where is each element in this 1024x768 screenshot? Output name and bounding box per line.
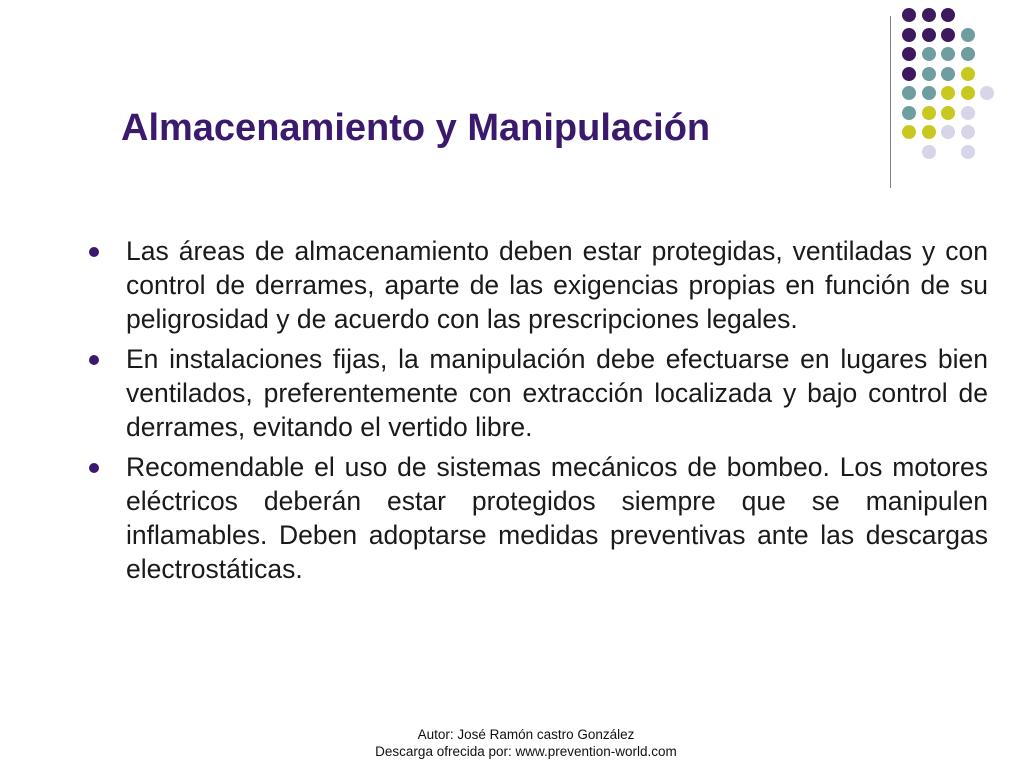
bullet-item xyxy=(86,342,988,444)
decorative-dot xyxy=(961,145,975,159)
divider-line xyxy=(890,16,891,188)
decorative-dot xyxy=(922,125,936,139)
bullet-list xyxy=(86,234,988,592)
decorative-dot xyxy=(902,8,916,22)
decorative-dot xyxy=(902,67,916,81)
footer xyxy=(0,726,1024,760)
decorative-dot xyxy=(961,67,975,81)
decorative-dot xyxy=(922,8,936,22)
decorative-dot xyxy=(941,8,955,22)
bullet-dot-icon xyxy=(89,463,99,473)
decorative-dot-grid xyxy=(902,8,1006,168)
decorative-dot xyxy=(902,86,916,100)
decorative-dot xyxy=(941,86,955,100)
bullet-text: Recomendable el uso de sistemas mecánicos de bombeo. Los motores eléctricos deberán estar protegidos siempre que se manipulen inflamables. Deben adoptarse medidas preventivas ante las descargas electrostáticas. xyxy=(126,452,988,584)
bullet-dot-icon xyxy=(89,355,99,365)
decorative-dot xyxy=(922,28,936,42)
bullet-item xyxy=(86,234,988,336)
decorative-dot xyxy=(902,47,916,61)
decorative-dot xyxy=(922,106,936,120)
footer-author: Autor: José Ramón castro González xyxy=(417,727,635,742)
bullet-dot-icon xyxy=(89,247,99,257)
decorative-dot xyxy=(941,47,955,61)
decorative-dot xyxy=(961,86,975,100)
decorative-dot xyxy=(922,145,936,159)
bullet-item xyxy=(86,450,988,586)
slide-title: Almacenamiento y Manipulación xyxy=(121,107,711,149)
bullet-text: Las áreas de almacenamiento deben estar protegidas, ventiladas y con control de derrames, aparte de las exigencias propias en función de su peligrosidad y de acuerdo con las prescripciones legales. xyxy=(126,236,988,334)
decorative-dot xyxy=(922,47,936,61)
decorative-dot xyxy=(941,28,955,42)
decorative-dot xyxy=(980,86,994,100)
decorative-dot xyxy=(902,28,916,42)
decorative-dot xyxy=(902,125,916,139)
decorative-dot xyxy=(902,106,916,120)
decorative-dot xyxy=(941,106,955,120)
decorative-dot xyxy=(922,86,936,100)
decorative-dot xyxy=(941,67,955,81)
bullet-text: En instalaciones fijas, la manipulación debe efectuarse en lugares bien ventilados, preferentemente con extracción localizada y bajo control de derrames, evitando el vertido libre. xyxy=(126,344,988,442)
decorative-dot xyxy=(922,67,936,81)
decorative-dot xyxy=(961,125,975,139)
decorative-dot xyxy=(961,47,975,61)
footer-download: Descarga ofrecida por: www.prevention-world.com xyxy=(375,744,677,759)
decorative-dot xyxy=(961,106,975,120)
decorative-dot xyxy=(941,125,955,139)
decorative-dot xyxy=(961,28,975,42)
